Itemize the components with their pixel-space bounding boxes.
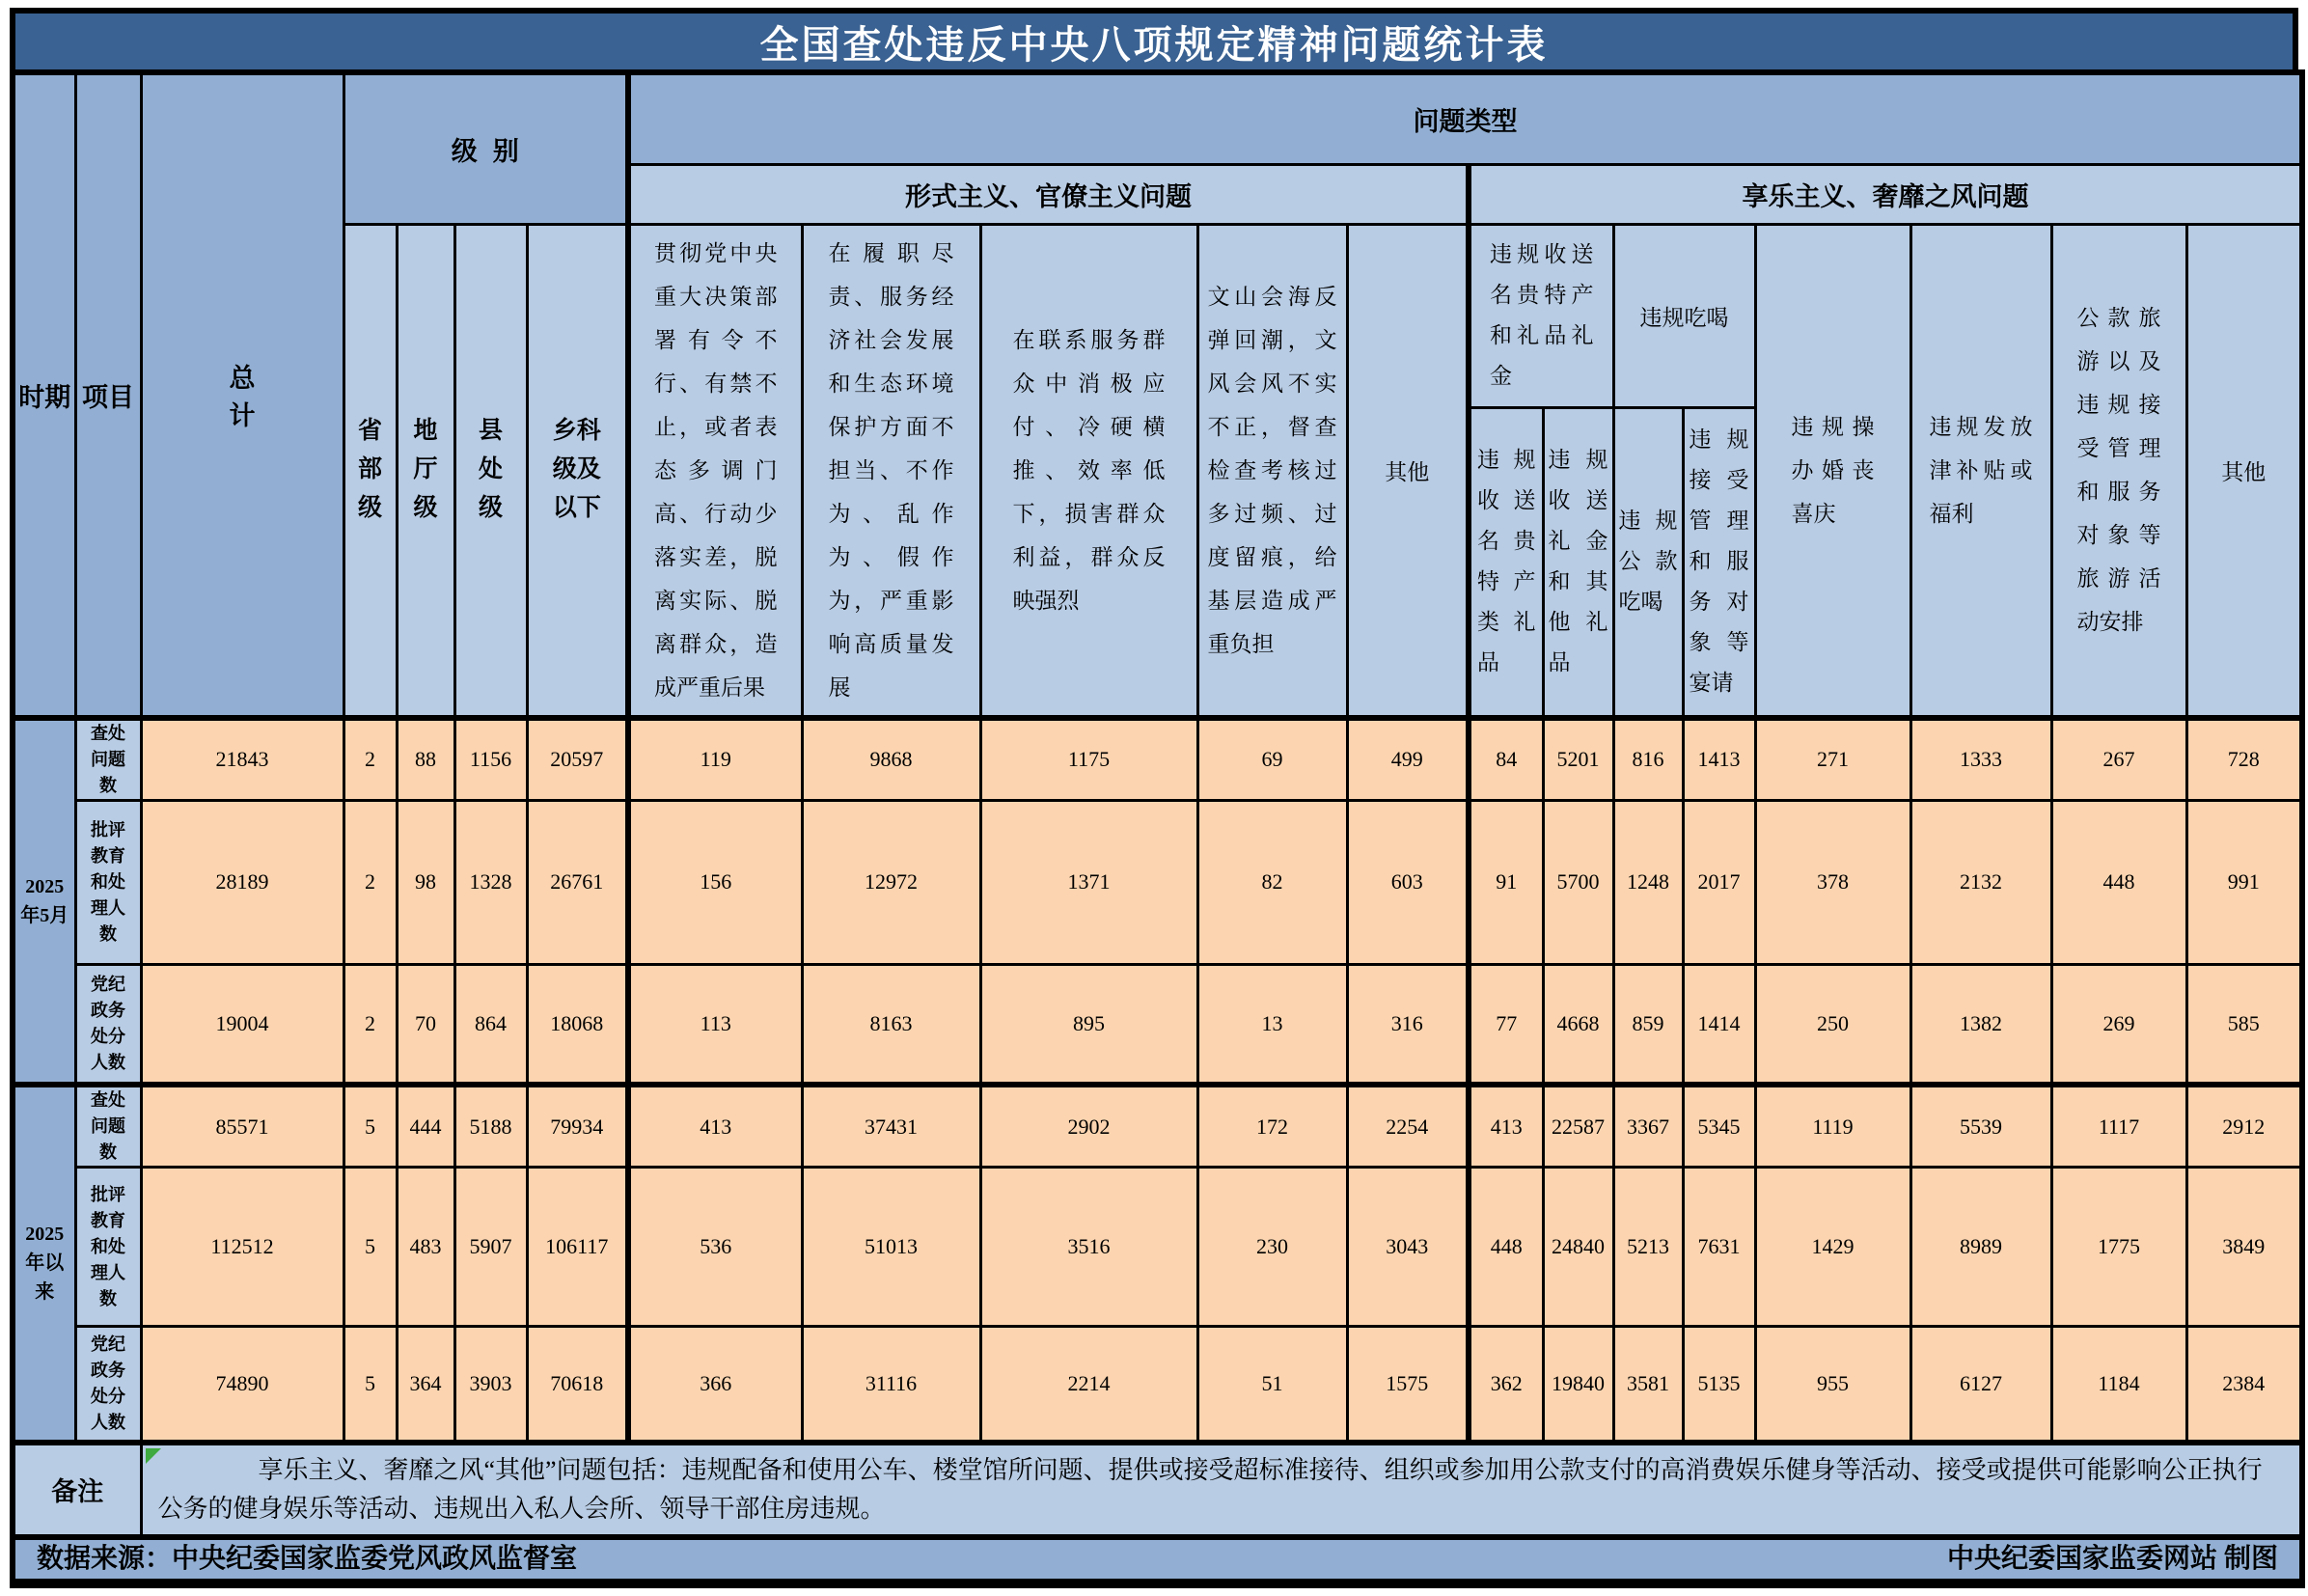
data-cell: 267 [2051, 718, 2186, 801]
data-cell: 1429 [1755, 1168, 1910, 1327]
data-cell: 79934 [527, 1085, 628, 1168]
period-label: 2025年5月 [13, 718, 75, 1086]
data-cell: 250 [1755, 964, 1910, 1085]
data-cell: 172 [1197, 1085, 1347, 1168]
data-cell: 2214 [980, 1327, 1197, 1443]
header-hedonism-group: 享乐主义、奢靡之风问题 [1469, 164, 2302, 224]
data-cell: 728 [2186, 718, 2302, 801]
data-cell: 364 [397, 1327, 454, 1443]
note-row [13, 1443, 2302, 1537]
header-row-1 [13, 72, 2302, 164]
header-dining-group: 违规吃喝 [1613, 224, 1755, 408]
header-gifts-col-0: 违规收送名贵特产类礼品 [1469, 408, 1543, 718]
data-cell: 70 [397, 964, 454, 1085]
data-cell: 362 [1469, 1327, 1543, 1443]
header-level-township: 乡科级及以下 [527, 224, 628, 718]
data-cell: 5700 [1543, 800, 1613, 964]
data-cell: 1248 [1613, 800, 1683, 964]
data-cell: 448 [2051, 800, 2186, 964]
header-hedonism-col-other: 其他 [2186, 224, 2302, 718]
header-hedonism-col-travel: 公款旅游以及违规接受管理和服务对象等旅游活动安排 [2051, 224, 2186, 718]
data-cell: 2254 [1347, 1085, 1469, 1168]
table-row [13, 800, 2302, 964]
data-cell: 1117 [2051, 1085, 2186, 1168]
data-cell: 444 [397, 1085, 454, 1168]
row-label: 查处问题数 [75, 718, 141, 801]
data-cell: 5345 [1683, 1085, 1755, 1168]
data-cell: 22587 [1543, 1085, 1613, 1168]
data-cell: 5 [343, 1327, 397, 1443]
data-cell: 4668 [1543, 964, 1613, 1085]
data-cell: 1413 [1683, 718, 1755, 801]
data-cell: 5 [343, 1168, 397, 1327]
data-cell: 5188 [454, 1085, 527, 1168]
data-source: 数据来源：中央纪委国家监委党风政风监督室 [37, 1543, 578, 1574]
header-row-3 [13, 224, 2302, 408]
data-cell: 1575 [1347, 1327, 1469, 1443]
data-cell: 585 [2186, 964, 2302, 1085]
data-cell: 113 [628, 964, 802, 1085]
data-cell: 20597 [527, 718, 628, 801]
data-cell: 5539 [1910, 1085, 2051, 1168]
data-cell: 21843 [141, 718, 343, 801]
data-cell: 2 [343, 718, 397, 801]
data-cell: 5213 [1613, 1168, 1683, 1327]
header-dining-col-0: 违规公款吃喝 [1613, 408, 1683, 718]
data-cell: 84 [1469, 718, 1543, 801]
data-cell: 413 [628, 1085, 802, 1168]
header-problem-type-group: 问题类型 [628, 72, 2302, 164]
data-cell: 24840 [1543, 1168, 1613, 1327]
data-cell: 3043 [1347, 1168, 1469, 1327]
data-cell: 2384 [2186, 1327, 2302, 1443]
data-cell: 156 [628, 800, 802, 964]
data-cell: 106117 [527, 1168, 628, 1327]
row-label: 党纪政务处分人数 [75, 1327, 141, 1443]
note-cell [141, 1443, 2302, 1537]
data-cell: 378 [1755, 800, 1910, 964]
data-cell: 3581 [1613, 1327, 1683, 1443]
data-cell: 895 [980, 964, 1197, 1085]
table-title: 全国查处违反中央八项规定精神问题统计表 [10, 8, 2298, 69]
data-cell: 991 [2186, 800, 2302, 964]
header-formalism-col-other: 其他 [1347, 224, 1469, 718]
data-cell: 1175 [980, 718, 1197, 801]
data-cell: 8989 [1910, 1168, 2051, 1327]
data-cell: 2912 [2186, 1085, 2302, 1168]
data-cell: 112512 [141, 1168, 343, 1327]
data-cell: 5201 [1543, 718, 1613, 801]
data-cell: 26761 [527, 800, 628, 964]
data-cell: 98 [397, 800, 454, 964]
header-formalism-col-1: 在履职尽责、服务经济社会发展和生态环境保护方面不担当、不作为、乱作为、假作为，严重影响高质量发展 [802, 224, 980, 718]
data-cell: 2017 [1683, 800, 1755, 964]
data-cell: 483 [397, 1168, 454, 1327]
header-total [141, 72, 343, 718]
data-cell: 2902 [980, 1085, 1197, 1168]
data-cell: 859 [1613, 964, 1683, 1085]
data-cell: 51013 [802, 1168, 980, 1327]
data-cell: 1119 [1755, 1085, 1910, 1168]
data-cell: 28189 [141, 800, 343, 964]
data-cell: 230 [1197, 1168, 1347, 1327]
data-cell: 3516 [980, 1168, 1197, 1327]
data-cell: 413 [1469, 1085, 1543, 1168]
data-cell: 603 [1347, 800, 1469, 964]
data-cell: 448 [1469, 1168, 1543, 1327]
header-level-prefecture: 地厅级 [397, 224, 454, 718]
data-cell: 271 [1755, 718, 1910, 801]
header-formalism-col-2: 在联系服务群众中消极应付、冷硬横推、效率低下，损害群众利益，群众反映强烈 [980, 224, 1197, 718]
data-cell: 6127 [1910, 1327, 2051, 1443]
table-row [13, 1168, 2302, 1327]
data-cell: 1382 [1910, 964, 2051, 1085]
header-formalism-col-0: 贯彻党中央重大决策部署有令不行、有禁不止，或者表态多调门高、行动少落实差，脱离实际、脱离群众，造成严重后果 [628, 224, 802, 718]
header-level-group: 级别 [343, 72, 628, 224]
data-cell: 74890 [141, 1327, 343, 1443]
header-dining-col-1: 违规接受管理和服务对象等宴请 [1683, 408, 1755, 718]
data-cell: 955 [1755, 1327, 1910, 1443]
data-cell: 316 [1347, 964, 1469, 1085]
data-cell: 19840 [1543, 1327, 1613, 1443]
data-cell: 3367 [1613, 1085, 1683, 1168]
data-cell: 2 [343, 800, 397, 964]
row-label: 查处问题数 [75, 1085, 141, 1168]
data-cell: 7631 [1683, 1168, 1755, 1327]
data-cell: 499 [1347, 718, 1469, 801]
data-cell: 2132 [1910, 800, 2051, 964]
data-cell: 82 [1197, 800, 1347, 964]
table-row [13, 1085, 2302, 1168]
table-row [13, 964, 2302, 1085]
data-cell: 19004 [141, 964, 343, 1085]
row-label: 批评教育和处理人数 [75, 800, 141, 964]
data-cell: 5907 [454, 1168, 527, 1327]
data-cell: 3849 [2186, 1168, 2302, 1327]
data-cell: 1184 [2051, 1327, 2186, 1443]
header-total-label: 总计 [229, 364, 256, 431]
source-cell [13, 1537, 2302, 1583]
data-cell: 1775 [2051, 1168, 2186, 1327]
data-cell: 31116 [802, 1327, 980, 1443]
data-cell: 536 [628, 1168, 802, 1327]
data-cell: 69 [1197, 718, 1347, 801]
data-cell: 77 [1469, 964, 1543, 1085]
data-cell: 1414 [1683, 964, 1755, 1085]
data-cell: 366 [628, 1327, 802, 1443]
header-hedonism-col-wedding: 违规操办婚丧喜庆 [1755, 224, 1910, 718]
header-formalism-col-3: 文山会海反弹回潮，文风会风不实不正，督查检查考核过多过频、过度留痕，给基层造成严重负担 [1197, 224, 1347, 718]
table-row [13, 1327, 2302, 1443]
data-cell: 269 [2051, 964, 2186, 1085]
data-cell: 70618 [527, 1327, 628, 1443]
data-cell: 816 [1613, 718, 1683, 801]
data-cell: 1328 [454, 800, 527, 964]
data-cell: 8163 [802, 964, 980, 1085]
data-cell: 12972 [802, 800, 980, 964]
excel-error-indicator [146, 1448, 161, 1464]
header-level-county: 县处级 [454, 224, 527, 718]
period-label: 2025年以来 [13, 1085, 75, 1443]
header-formalism-group: 形式主义、官僚主义问题 [628, 164, 1469, 224]
data-cell: 864 [454, 964, 527, 1085]
data-cell: 88 [397, 718, 454, 801]
data-cell: 1333 [1910, 718, 2051, 801]
header-level-provincial: 省部级 [343, 224, 397, 718]
statistics-sheet [10, 8, 2298, 1588]
data-cell: 5135 [1683, 1327, 1755, 1443]
data-cell: 1156 [454, 718, 527, 801]
data-cell: 2 [343, 964, 397, 1085]
note-label: 备注 [13, 1443, 141, 1537]
source-row [13, 1537, 2302, 1583]
data-cell: 3903 [454, 1327, 527, 1443]
row-label: 党纪政务处分人数 [75, 964, 141, 1085]
table-row [13, 718, 2302, 801]
header-gifts-col-1: 违规收送礼金和其他礼品 [1543, 408, 1613, 718]
data-cell: 5 [343, 1085, 397, 1168]
row-label: 批评教育和处理人数 [75, 1168, 141, 1327]
data-cell: 51 [1197, 1327, 1347, 1443]
data-cell: 91 [1469, 800, 1543, 964]
data-cell: 85571 [141, 1085, 343, 1168]
header-hedonism-col-allowance: 违规发放津补贴或福利 [1910, 224, 2051, 718]
note-text: 享乐主义、奢靡之风“其他”问题包括：违规配备和使用公车、楼堂馆所问题、提供或接受超标准接待、组织或参加用公款支付的高消费娱乐健身等活动、接受或提供可能影响公正执行公务的健身娱乐等活动、违规出入私人会所、领导干部住房违规。 [157, 1455, 2263, 1523]
statistics-table [10, 69, 2305, 1588]
credit: 中央纪委国家监委网站 制图 [1947, 1543, 2279, 1574]
data-cell: 1371 [980, 800, 1197, 964]
data-cell: 119 [628, 718, 802, 801]
header-item: 项目 [75, 72, 141, 718]
data-cell: 13 [1197, 964, 1347, 1085]
header-gifts-group: 违规收送名贵特产和礼品礼金 [1469, 224, 1613, 408]
data-cell: 37431 [802, 1085, 980, 1168]
data-cell: 9868 [802, 718, 980, 801]
data-cell: 18068 [527, 964, 628, 1085]
header-period: 时期 [13, 72, 75, 718]
